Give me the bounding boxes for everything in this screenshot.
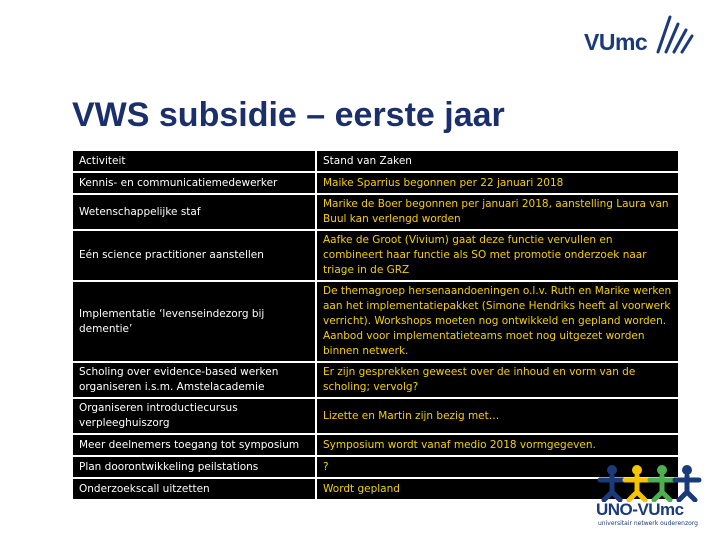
uno-people-icon bbox=[592, 462, 702, 502]
table-header-row bbox=[72, 150, 679, 172]
status-cell: Symposium wordt vanaf medio 2018 vormgegeven. bbox=[316, 434, 679, 456]
vumc-logo bbox=[580, 12, 705, 62]
activity-cell: Wetenschappelijke staf bbox=[72, 194, 316, 230]
slide-title: VWS subsidie – eerste jaar bbox=[72, 96, 505, 134]
table-row bbox=[72, 398, 679, 434]
activity-cell: Eén science practitioner aanstellen bbox=[72, 230, 316, 281]
table-row bbox=[72, 434, 679, 456]
column-header-activity: Activiteit bbox=[72, 150, 316, 172]
vumc-logo-text: VUmc bbox=[584, 29, 648, 55]
table-row bbox=[72, 230, 679, 281]
activity-cell: Kennis- en communicatiemedewerker bbox=[72, 172, 316, 194]
activity-cell: Implementatie ‘levenseindezorg bij dementie’ bbox=[72, 281, 316, 362]
activity-cell: Organiseren introductiecursus verpleeghuiszorg bbox=[72, 398, 316, 434]
status-cell: Aafke de Groot (Vivium) gaat deze functie vervullen en combineert haar functie als SO met promotie onderzoek naar triage in de GRZ bbox=[316, 230, 679, 281]
activity-cell: Scholing over evidence-based werken organiseren i.s.m. Amstelacademie bbox=[72, 362, 316, 398]
status-cell: Maike Sparrius begonnen per 22 januari 2018 bbox=[316, 172, 679, 194]
table-row bbox=[72, 194, 679, 230]
status-cell: Wordt gepland bbox=[316, 478, 679, 500]
vumc-logo-mark-icon bbox=[648, 12, 703, 57]
column-header-status: Stand van Zaken bbox=[316, 150, 679, 172]
table-row bbox=[72, 478, 679, 500]
uno-vumc-logo bbox=[592, 462, 702, 532]
table-row bbox=[72, 456, 679, 478]
status-cell: Er zijn gesprekken geweest over de inhoud en vorm van de scholing; vervolg? bbox=[316, 362, 679, 398]
table-row bbox=[72, 362, 679, 398]
status-table bbox=[71, 149, 680, 501]
status-cell: ? bbox=[316, 456, 679, 478]
table-row bbox=[72, 281, 679, 362]
status-cell: Lizette en Martin zijn bezig met… bbox=[316, 398, 679, 434]
activity-cell: Onderzoekscall uitzetten bbox=[72, 478, 316, 500]
uno-logo-text: UNO-VUmc bbox=[596, 500, 684, 519]
uno-logo-tagline: universitair netwerk ouderenzorg bbox=[598, 520, 698, 527]
activity-cell: Plan doorontwikkeling peilstations bbox=[72, 456, 316, 478]
status-cell: De themagroep hersenaandoeningen o.l.v. Ruth en Marike werken aan het implementatiepakket (Simone Hendriks heeft al voorwerk verricht). Workshops moeten nog ontwikkeld en gepland worden. Aanbod voor implementatieteams moet nog uitgezet worden binnen netwerk. bbox=[316, 281, 679, 362]
status-cell: Marike de Boer begonnen per januari 2018, aanstelling Laura van Buul kan verlengd worden bbox=[316, 194, 679, 230]
activity-cell: Meer deelnemers toegang tot symposium bbox=[72, 434, 316, 456]
table-row bbox=[72, 172, 679, 194]
